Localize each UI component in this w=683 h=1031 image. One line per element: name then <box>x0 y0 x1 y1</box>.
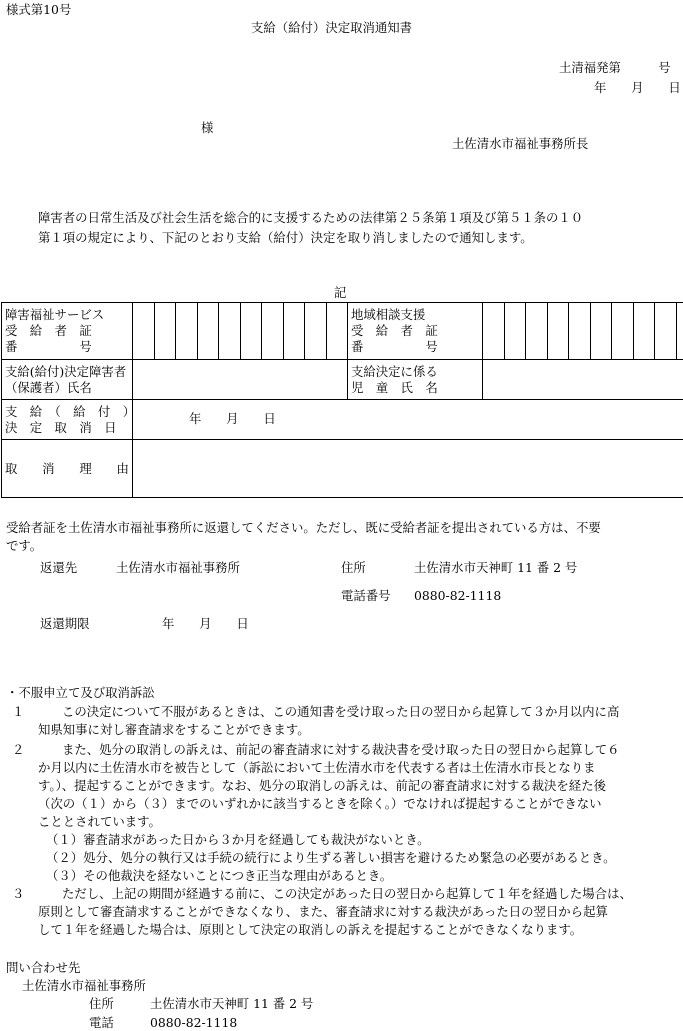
contact-address-label: 住所 <box>89 996 114 1011</box>
return-destination-value: 土佐清水市福祉事務所 <box>116 560 240 575</box>
service-cert-digit[interactable] <box>262 303 284 360</box>
consult-cert-digit[interactable] <box>569 303 591 360</box>
appeal-item-2-line-5: こととされています。 <box>38 814 161 829</box>
service-cert-digit[interactable] <box>305 303 327 360</box>
return-notice-line-2: です。 <box>6 538 43 553</box>
appeal-subitem-1: （１）審査請求があった日から３か月を経過しても裁決がないとき。 <box>46 832 430 847</box>
appeal-item-1-line-1: この決定について不服があるときは、この通知書を受け取った日の翌日から起算して３か月以内に高 <box>62 704 620 719</box>
appeal-heading: ・不服申立て及び取消訴訟 <box>6 685 155 700</box>
table-row-reason <box>2 440 683 498</box>
cancel-date-field[interactable]: 年 月 日 <box>133 400 683 440</box>
child-name-label: 支給決定に係る 児 童 氏 名 <box>348 360 483 400</box>
table-row-names <box>2 360 683 400</box>
consult-cert-digit[interactable] <box>633 303 655 360</box>
appeal-item-3-line-2: 原則として審査請求することができなくなり、また、審査請求に対する裁決があった日の翌日から起算 <box>38 904 608 919</box>
service-cert-digit[interactable] <box>197 303 219 360</box>
cancel-date-label: 支 給 （ 給 付 ） 決 定 取 消 日 <box>2 400 133 440</box>
return-phone-value: 0880-82-1118 <box>414 588 502 603</box>
appeal-item-3-line-1: ただし、上記の期間が経過する前に、この決定があった日の翌日から起算して１年を経過した場合は、 <box>62 886 632 901</box>
service-cert-digit[interactable] <box>176 303 198 360</box>
appeal-item-1-line-2: 知県知事に対し審査請求をすることができます。 <box>38 722 310 737</box>
sender-name: 土佐清水市福祉事務所長 <box>452 136 589 151</box>
form-number: 様式第10号 <box>6 2 72 17</box>
appeal-item-number-2: ２ <box>12 742 25 757</box>
appeal-item-2-line-2: か月以内に土佐清水市を被告として（訴訟において土佐清水市を代表する者は土佐清水市長となりま <box>38 760 596 775</box>
consult-cert-digit[interactable] <box>526 303 548 360</box>
return-deadline-value: 年 月 日 <box>162 616 249 631</box>
return-notice-line-1: 受給者証を土佐清水市福祉事務所に返還してください。ただし、既に受給者証を提出されている方は、不要 <box>6 520 601 535</box>
appeal-item-2-line-4: （次の（１）から（３）までのいずれかに該当するときを除く。）でなければ提起することができない <box>38 796 602 811</box>
contact-phone-label: 電話 <box>89 1015 114 1030</box>
contact-heading: 問い合わせ先 <box>6 960 81 975</box>
return-address-value: 土佐清水市天神町 11 番 2 号 <box>414 560 578 575</box>
service-cert-digit[interactable] <box>283 303 305 360</box>
document-title: 支給（給付）決定取消通知書 <box>251 20 413 35</box>
child-name-field[interactable] <box>483 360 683 400</box>
service-cert-digit[interactable] <box>240 303 262 360</box>
service-cert-digit[interactable] <box>154 303 176 360</box>
intro-line-2: 第１項の規定により、下記のとおり支給（給付）決定を取り消しましたので通知します。 <box>38 230 533 245</box>
consultation-certificate-label: 地域相談支援 受 給 者 証 番 号 <box>348 303 483 360</box>
service-cert-digit[interactable] <box>326 303 348 360</box>
return-destination-label: 返還先 <box>40 560 78 575</box>
appeal-subitem-3: （３）その他裁決を経ないことにつき正当な理由があるとき。 <box>46 868 393 883</box>
cancel-reason-label: 取 消 理 由 <box>2 440 133 498</box>
document-date: 年 月 日 <box>594 80 681 95</box>
table-row-certificate <box>2 303 683 360</box>
contact-office: 土佐清水市福祉事務所 <box>22 978 146 993</box>
contact-address-value: 土佐清水市天神町 11 番 2 号 <box>150 996 314 1011</box>
cancel-reason-field[interactable] <box>133 440 683 498</box>
appeal-item-2-line-1: また、処分の取消しの訴えは、前記の審査請求に対する裁決書を受け取った日の翌日から起算して６ <box>62 742 620 757</box>
return-phone-label: 電話番号 <box>341 588 391 603</box>
consult-cert-digit[interactable] <box>504 303 526 360</box>
document-number: 土清福発第 号 <box>559 60 671 75</box>
appeal-item-2-line-3: す。）、提起することができます。なお、処分の取消しの訴えは、前記の審査請求に対する裁決を経た後 <box>38 778 606 793</box>
table-row-cancel-date <box>2 400 683 440</box>
cancellation-table <box>1 302 683 498</box>
addressee-suffix: 様 <box>201 120 214 135</box>
consult-cert-digit[interactable] <box>590 303 612 360</box>
consult-cert-digit[interactable] <box>483 303 505 360</box>
consult-cert-digit[interactable] <box>676 303 683 360</box>
appeal-item-3-line-3: して１年を経過した場合は、原則として決定の取消しの訴えを提起することができなくなります。 <box>38 922 583 937</box>
return-deadline-label: 返還期限 <box>40 616 90 631</box>
ki-heading: 記 <box>334 285 347 300</box>
intro-line-1: 障害者の日常生活及び社会生活を総合的に支援するための法律第２５条第１項及び第５１条の１０ <box>38 210 584 225</box>
consult-cert-digit[interactable] <box>612 303 634 360</box>
contact-phone-value: 0880-82-1118 <box>150 1015 238 1030</box>
consult-cert-digit[interactable] <box>547 303 569 360</box>
service-cert-digit[interactable] <box>133 303 155 360</box>
service-cert-digit[interactable] <box>219 303 241 360</box>
appeal-item-number-1: １ <box>12 704 25 719</box>
return-address-label: 住所 <box>341 560 366 575</box>
person-name-label: 支給(給付)決定障害者 （保護者）氏名 <box>2 360 133 400</box>
person-name-field[interactable] <box>133 360 348 400</box>
appeal-subitem-2: （２）処分、処分の執行又は手続の続行により生ずる著しい損害を避けるため緊急の必要があるとき。 <box>46 850 616 865</box>
service-certificate-label: 障害福祉サービス 受 給 者 証 番 号 <box>2 303 133 360</box>
consult-cert-digit[interactable] <box>655 303 677 360</box>
appeal-item-number-3: ３ <box>12 886 25 901</box>
